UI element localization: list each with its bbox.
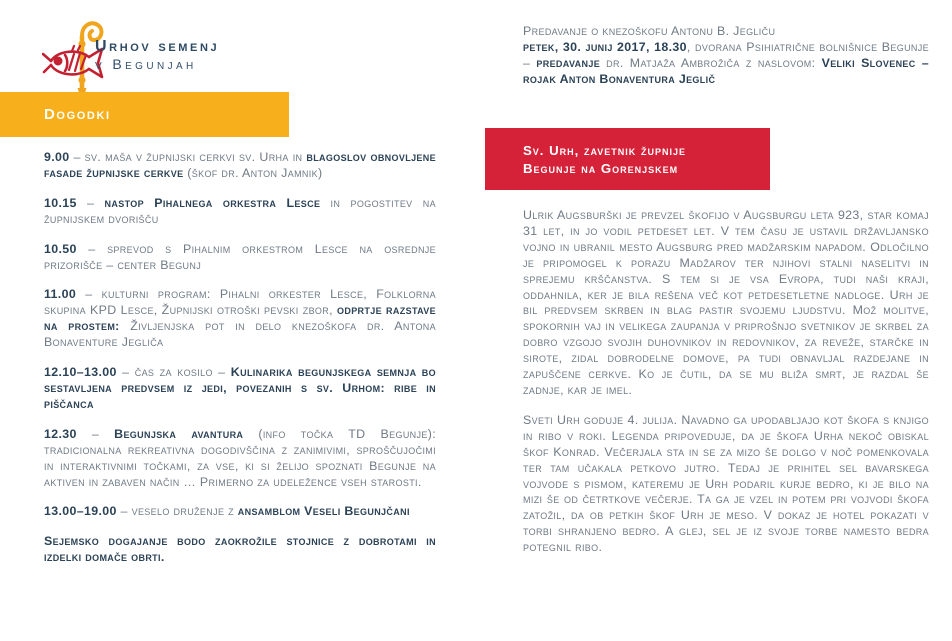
text-segment: dr. Matjaža Ambrožiča z naslovom:: [600, 55, 822, 70]
event-item: [44, 504, 436, 520]
banner-line-1: Sv. Urh, zavetnik župnije: [523, 143, 686, 158]
brand-block: [95, 38, 219, 72]
brand-title: Urhov semenj: [95, 38, 220, 55]
text-segment: (škof dr. Anton Jamnik): [183, 165, 323, 180]
text-segment: (info točka TD Begunje): tradicionalna rekreativna dogodivščina z zanimivimi, sproščujočimi in interaktivnimi točkami, za vse, ki si želijo spoznati Begunje na aktiven in zabaven način … Primerno za udeležence vseh starosti.: [44, 426, 436, 489]
text-segment: – kulturni program: Pihalni orkester Lesce, Folklorna skupina KPD Lesce, Župnijski otroški pevski zbor,: [44, 287, 436, 318]
bold-text-segment: 11.00: [44, 287, 77, 302]
bold-text-segment: 12.10–13.00: [44, 365, 117, 380]
lecture-details: [523, 40, 929, 88]
text-segment: Življenjska pot in delo knezoškofa dr. Antona Bonaventure Jegliča: [44, 319, 437, 350]
event-item: [44, 287, 436, 351]
event-item: [44, 534, 436, 566]
text-segment: – sprevod s Pihalnim orkestrom Lesce na osrednje prizorišče – center Begunj: [44, 241, 436, 272]
text-segment: –: [76, 195, 105, 210]
banner-line-2: Begunje na Gorenjskem: [523, 160, 679, 176]
events-list: [44, 150, 436, 580]
event-item: [44, 427, 436, 491]
text-segment: – čas za kosilo –: [116, 365, 231, 380]
bold-text-segment: ansamblom Veseli Begunjčani: [237, 504, 410, 519]
bold-text-segment: Sejemsko dogajanje bodo zaokrožile stojnice z dobrotami in izdelki domače obrti.: [44, 534, 436, 565]
bold-text-segment: Kulinarika begunjskega semnja bo sestavljena predvsem iz jedi, povezanih s sv. Urhom: ribe in piščanca: [44, 365, 436, 411]
brand-subtitle: v Begunjah: [95, 56, 197, 72]
text-segment: – sv. maša v župnijski cerkvi sv. Urha in: [69, 150, 307, 164]
event-item: [44, 365, 436, 413]
bold-text-segment: 10.15: [44, 195, 77, 210]
lecture-title-line: Predavanje o knezoškofu Antonu B. Jegliču: [523, 24, 776, 38]
text-segment: –: [76, 426, 115, 441]
fish: [43, 46, 102, 77]
section-header-sv-urh: [485, 128, 770, 190]
section-header-dogodki: [0, 92, 289, 137]
event-item: [44, 242, 436, 274]
lecture-announcement: [523, 24, 929, 88]
bold-text-segment: 9.00: [44, 150, 70, 164]
section-header-label: Dogodki: [44, 106, 111, 123]
text-segment: – veselo druženje z: [116, 504, 238, 519]
article-paragraph: Ulrik Augsburški je prevzel škofijo v Augsburgu leta 923, star komaj 31 let, in jo vodil petdeset let. V tem času je ustavil državljansko vojno in ubranil mesto Augsburg pred madžarskim napadom. Odločilno je pripomogel k porazu Madžarov ter njihovi stalni naselitvi in sprejemu krščanstva. S tem si je vsa Evropa, tudi naši kraji, oddahnila, ker je bila rešena več kot petdesetletne nadloge. Urh je bil predvsem skrben in blag pastir svojemu ljudstvu. Mož molitve, spokornih vaj in velikega zaupanja v priprošnjo svetnikov je skrbel za dobro vzgojo svojih duhovnikov in redovnikov, za reveže, starčke in sirote, zidal dobrodelne domove, pa tudi obnavljal razdejane in zapuščene cerkve. Ko je čutil, da se mu bliža smrt, je razdal še zadnje, kar je imel.: [523, 208, 929, 397]
article-paragraph: Sveti Urh goduje 4. julija. Navadno ga upodabljajo kot škofa s knjigo in ribo v roki. Legenda pripoveduje, da je škofa Urha nekoč obiskal škof Konrad. Večerjala sta in se za mizo še dolgo v noč pomenkovala ter tam učakala petkovo jutro. Tedaj je prihitel sel bavarskega vojvode s pismom, kateremu je Urh podaril kurje bedro, ki je bilo na mizi še od četrtkove večerje. Ta ga je vzel in potem pri vojvodi škofa zatožil, da ob petkih škof Urh je meso. V dokaz je hotel pokazati v torbi shranjeno bedro. A glej, sel je iz svoje torbe namesto bedra potegnil ribo.: [523, 412, 929, 555]
bold-text-segment: Begunjska avantura: [114, 426, 244, 441]
bold-text-segment: 12.30: [44, 426, 77, 441]
bold-text-segment: 13.00–19.00: [44, 504, 117, 519]
bold-text-segment: Veliki Slovenec – rojak Anton Bonaventura Jeglič: [523, 55, 929, 86]
bold-text-segment: petek, 30. junij 2017, 18.30: [523, 39, 687, 54]
bold-text-segment: 10.50: [44, 241, 77, 256]
event-item: [44, 150, 436, 182]
article-body: [523, 208, 929, 570]
text-segment: , dvorana Psihiatrične bolnišnice Begunje –: [523, 39, 929, 70]
text-segment: in pogostitev na župnijskem dvorišču: [44, 195, 436, 226]
bold-text-segment: odprtje razstave na prostem:: [44, 303, 437, 334]
bold-text-segment: blagoslov obnovljene fasade župnijske cerkve: [44, 150, 436, 180]
event-item: [44, 196, 436, 228]
bold-text-segment: predavanje: [536, 55, 601, 70]
bold-text-segment: nastop Pihalnega orkestra Lesce: [104, 195, 321, 210]
